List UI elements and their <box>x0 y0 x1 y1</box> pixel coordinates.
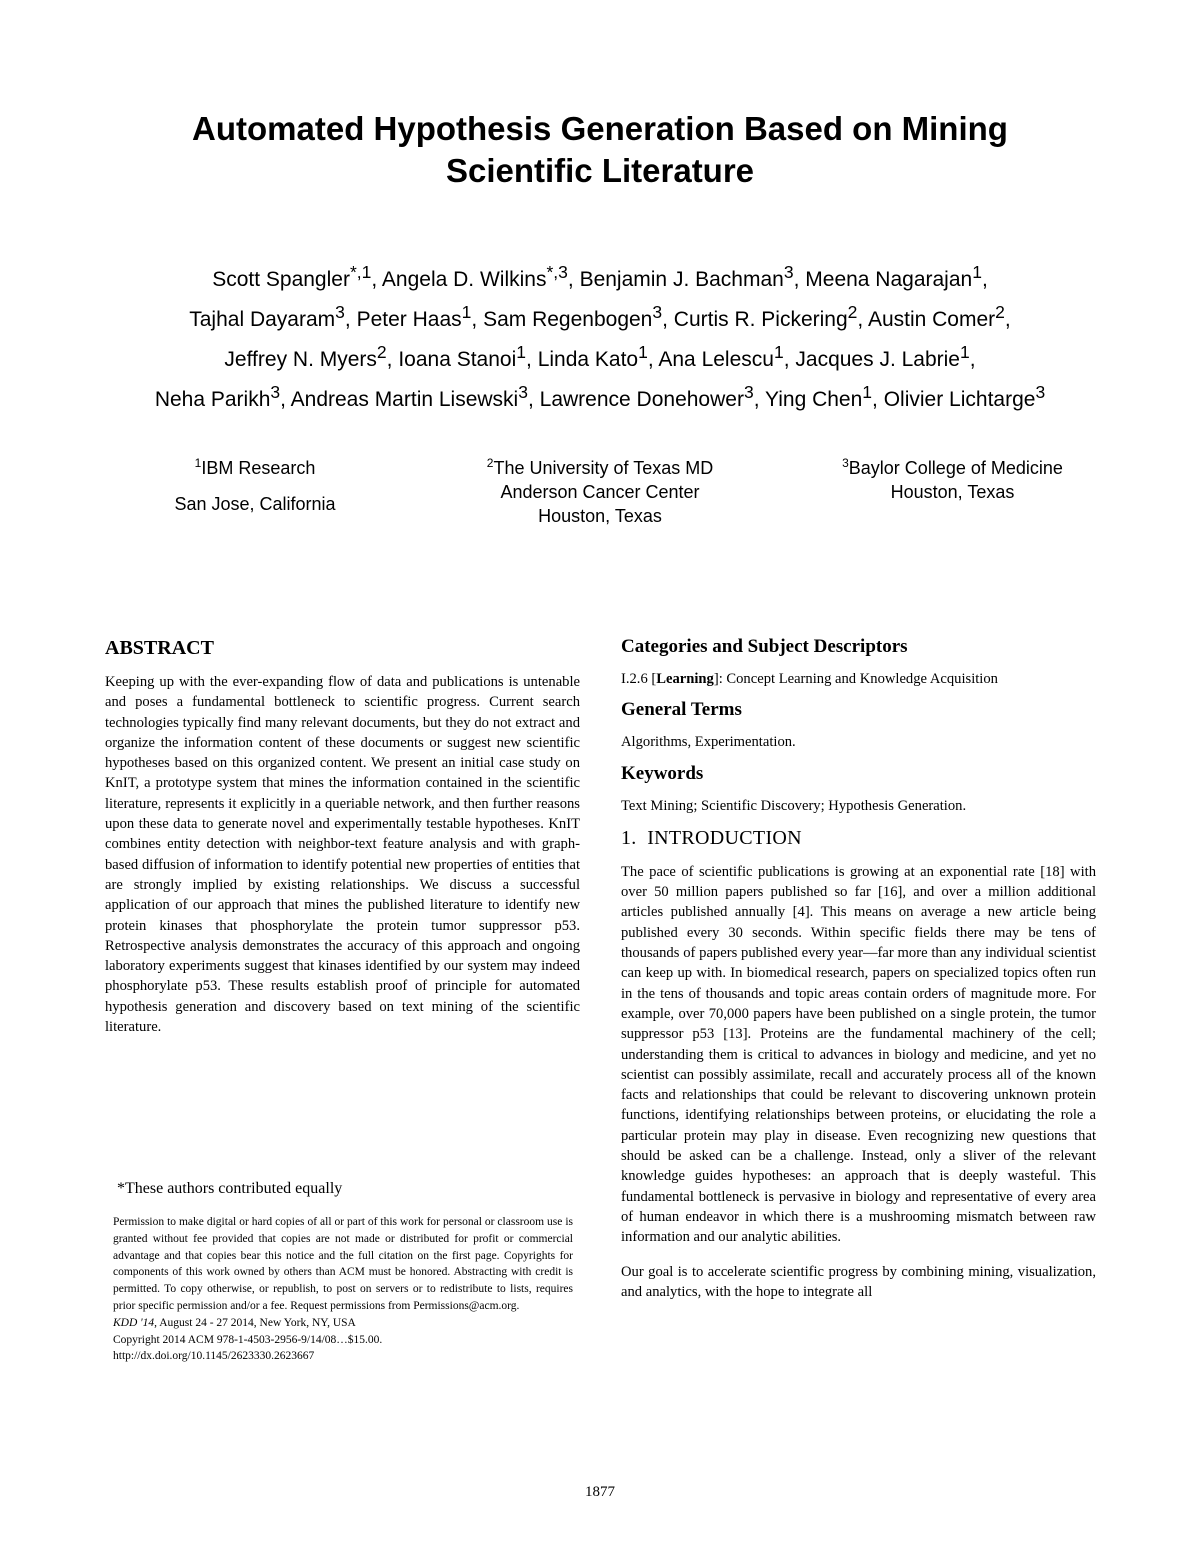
author-separator: , <box>783 348 790 371</box>
keywords-text: Text Mining; Scientific Discovery; Hypothesis Generation. <box>621 797 967 814</box>
author-affiliation-marker: 3 <box>652 302 663 322</box>
author-affiliation-marker: 1 <box>960 342 970 362</box>
affiliation-name: The University of Texas MD <box>493 458 714 478</box>
author: Jacques J. Labrie <box>795 348 960 371</box>
author-affiliation-marker: *,1 <box>349 262 372 282</box>
copyright-line: Copyright 2014 ACM 978-1-4503-2956-9/14/08…$15.00. <box>113 1333 383 1346</box>
category-bold-term: Learning <box>656 671 714 687</box>
author: Benjamin J. Bachman <box>579 268 784 291</box>
author-affiliation-marker: 3 <box>1035 382 1046 402</box>
author: Olivier Lichtarge <box>883 388 1036 411</box>
author-separator: , <box>567 268 574 291</box>
author-affiliation-marker: 3 <box>783 262 794 282</box>
affiliation-marker: 2 <box>486 456 494 470</box>
author: Curtis R. Pickering <box>673 308 848 331</box>
author-affiliation-marker: 1 <box>972 262 982 282</box>
permission-text: Permission to make digital or hard copies of all or part of this work for personal or classroom use is granted without fee provided that copies are not made or distributed for profit or commercial advantage and that copies bear this notice and the full citation on the first page. Copyrights for components of this work owned by others than ACM must be honored. Abstracting with credit is permitted. To copy otherwise, or republish, to post on servers or to redistribute to lists, requires prior specific permission and/or a fee. Request permissions from Permissions@acm.org. <box>113 1216 573 1312</box>
author-separator: , <box>793 268 800 291</box>
affiliation-marker: 3 <box>842 456 849 470</box>
categories-heading: Categories and Subject Descriptors <box>621 636 908 657</box>
page-number: 1877 <box>585 1484 615 1500</box>
author-separator: , <box>872 388 878 411</box>
category-code: I.2.6 [ <box>621 671 657 687</box>
introduction-heading: 1. INTRODUCTION <box>621 826 802 849</box>
affiliation-ut-md-anderson <box>460 456 740 528</box>
general-terms-text: Algorithms, Experimentation. <box>621 734 796 751</box>
author-affiliation-marker: 2 <box>847 302 858 322</box>
author-line <box>0 332 1200 372</box>
conference-name: KDD '14 <box>113 1316 155 1329</box>
author-line <box>0 292 1200 332</box>
author-affiliation-marker: 3 <box>518 382 528 402</box>
left-column <box>105 634 580 1037</box>
author: Scott Spangler <box>212 268 350 291</box>
author-line <box>0 252 1200 292</box>
keywords-section <box>621 761 1096 816</box>
author-separator: , <box>753 388 760 411</box>
author-affiliation-marker: 3 <box>743 382 754 402</box>
author: Sam Regenbogen <box>483 308 653 331</box>
author-line <box>0 372 1200 412</box>
author: Austin Comer <box>867 308 996 331</box>
affiliation-location: Houston, Texas <box>538 506 662 526</box>
category-description: ]: Concept Learning and Knowledge Acquisition <box>713 671 998 687</box>
author-separator: , <box>371 268 378 291</box>
right-column <box>621 634 1096 1302</box>
keywords-heading: Keywords <box>621 762 704 784</box>
author: Angela D. Wilkins <box>381 268 547 291</box>
abstract-heading: ABSTRACT <box>105 637 214 659</box>
author-separator: , <box>280 388 286 411</box>
author: Neha Parikh <box>154 388 271 411</box>
affiliation-baylor <box>810 456 1095 504</box>
author: Lawrence Donehower <box>539 388 744 411</box>
author-separator: , <box>662 308 668 331</box>
author-separator: , <box>647 348 654 371</box>
author: Ioana Stanoi <box>398 348 517 371</box>
author: Linda Kato <box>537 348 639 371</box>
paper-title <box>0 108 1200 192</box>
affiliation-location: Houston, Texas <box>890 482 1015 502</box>
author-separator: , <box>386 348 393 371</box>
equal-contribution-note: *These authors contributed equally <box>117 1180 343 1197</box>
author-separator: , <box>1004 308 1011 331</box>
author-affiliation-marker: 1 <box>862 382 873 402</box>
introduction-paragraph-1: The pace of scientific publications is growing at an exponential rate [18] with over 50 million papers published so far [16], and over a million additional articles published annually [4]. This means on average a new article being published every 30 seconds. Within specific fields there may be tens of thousands of papers published every year—far more than any individual scientist can keep up with. In biomedical research, papers on specialized topics often run in the tens of thousands and topic areas contain orders of magnitude more. For example, over 70,000 papers have been published on a single protein, the tumor suppressor p53 [13]. Proteins are the fundamental machinery of the cell; understanding them is critical to advances in biology and medicine, and yet no scientist can possibly assimilate, recall and accurately process all of the known facts and relationships that could be relevant to discovering unknown protein functions, identifying relationships between proteins, or elucidating the role a particular protein may play in disease. Even recognizing new questions that should be asked can be a challenge. Instead, only a sliver of the relevant knowledge guides hypotheses: an approach that is deeply wasteful. This fundamental bottleneck is pervasive in biology and representative of every area of human endeavor in which there is a mushrooming mismatch between raw information and our analytic abilities. <box>621 863 1096 1246</box>
affiliation-marker: 1 <box>194 456 202 470</box>
affiliation-name: IBM Research <box>201 458 316 478</box>
author: Tajhal Dayaram <box>189 308 336 331</box>
affiliation-name-cont: Anderson Cancer Center <box>500 482 700 502</box>
author-affiliation-marker: 1 <box>773 342 784 362</box>
author-separator: , <box>857 308 864 331</box>
author-separator: , <box>344 308 351 331</box>
author-affiliation-marker: 1 <box>638 342 648 362</box>
author-affiliation-marker: 3 <box>335 302 345 322</box>
introduction-paragraph-2: Our goal is to accelerate scientific progress by combining mining, visualization, and analytics, with the hope to integrate all <box>621 1263 1096 1300</box>
author-separator: , <box>471 308 478 331</box>
author-separator: , <box>527 388 534 411</box>
author-affiliation-marker: *,3 <box>546 262 568 282</box>
affiliation-ibm <box>120 456 390 516</box>
author-affiliation-marker: 1 <box>461 302 472 322</box>
introduction-section <box>621 824 1096 1302</box>
author-affiliation-marker: 2 <box>995 302 1005 322</box>
abstract-text: Keeping up with the ever-expanding flow of data and publications is untenable and poses a fundamental bottleneck to scientific progress. Current search technologies typically find many relevant documents, but they do not extract and organize the information content of these documents or suggest new scientific hypotheses based on this organized content. We present an initial case study on KnIT, a prototype system that mines the information contained in the scientific literature, represents it explicitly in a queriable network, and then further reasons upon these data to generate novel and experimentally testable hypotheses. KnIT combines entity detection with neighbor-text feature analysis and with graph-based diffusion of information to identify potential new properties of entities that are strongly implied by existing relationships. We discuss a successful application of our approach that mines the published literature to identify new protein kinases that phosphorylate the protein tumor suppressor p53. Retrospective analysis demonstrates the accuracy of this approach and ongoing laboratory experiments suggest that kinases identified by our system may indeed phosphorylate p53. These results establish proof of principle for automated hypothesis generation and discovery based on text mining of the scientific literature. <box>105 674 580 1036</box>
categories-section <box>621 634 1096 689</box>
author-affiliation-marker: 3 <box>270 382 281 402</box>
author-affiliation-marker: 1 <box>516 342 526 362</box>
affiliation-name: Baylor College of Medicine <box>848 458 1063 478</box>
author-separator: , <box>969 348 976 371</box>
title-line-2: Scientific Literature <box>445 152 755 189</box>
general-terms-section <box>621 697 1096 752</box>
doi-link[interactable]: http://dx.doi.org/10.1145/2623330.2623667 <box>113 1350 315 1363</box>
author: Ying Chen <box>765 388 863 411</box>
conference-details: , August 24 - 27 2014, New York, NY, USA <box>154 1316 356 1329</box>
affiliation-location: San Jose, California <box>174 494 336 514</box>
author-list <box>0 252 1200 412</box>
author-separator: , <box>526 348 532 371</box>
author: Andreas Martin Lisewski <box>290 388 519 411</box>
author: Ana Lelescu <box>658 348 774 371</box>
author: Peter Haas <box>356 308 462 331</box>
author-separator: , <box>981 268 988 291</box>
general-terms-heading: General Terms <box>621 699 742 721</box>
author: Jeffrey N. Myers <box>224 348 377 371</box>
author: Meena Nagarajan <box>805 268 973 291</box>
permission-block <box>113 1214 573 1365</box>
title-line-1: Automated Hypothesis Generation Based on Mining <box>192 110 1008 147</box>
author-affiliation-marker: 2 <box>376 342 387 362</box>
